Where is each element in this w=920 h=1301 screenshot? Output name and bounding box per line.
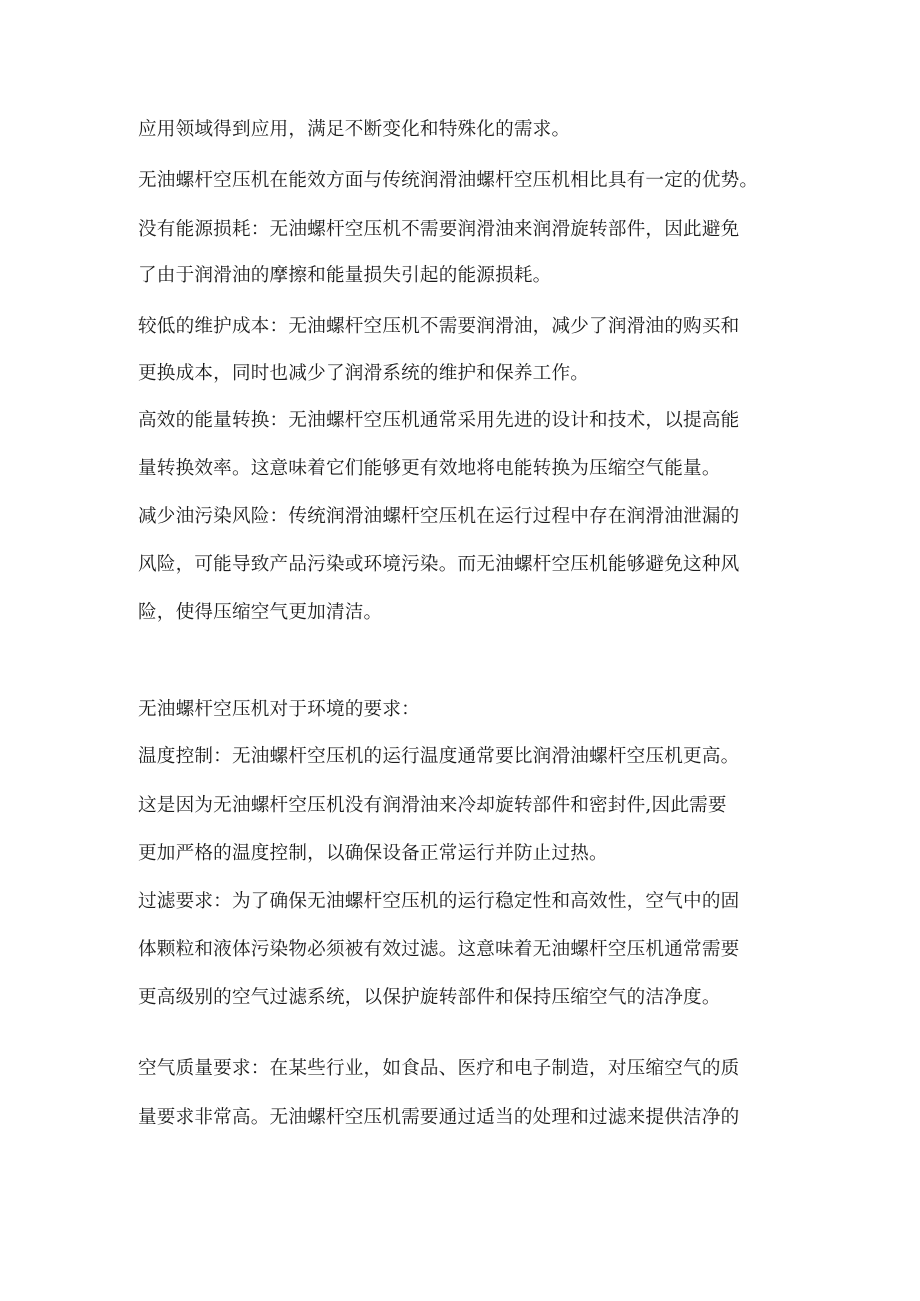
text-line: 风险，可能导致产品污染或环境污染。而无油螺杆空压机能够避免这种风	[138, 554, 740, 575]
text-line: 更换成本，同时也减少了润滑系统的维护和保养工作。	[138, 363, 590, 384]
text-line: 过滤要求：为了确保无油螺杆空压机的运行稳定性和高效性，空气中的固	[138, 891, 740, 912]
text-line: 体颗粒和液体污染物必须被有效过滤。这意味着无油螺杆空压机通常需要	[138, 939, 740, 960]
text-line: 量转换效率。这意味着它们能够更有效地将电能转换为压缩空气能量。	[138, 458, 721, 479]
text-line: 温度控制：无油螺杆空压机的运行温度通常要比润滑油螺杆空压机更高。	[138, 746, 740, 767]
text-line: 险，使得压缩空气更加清洁。	[138, 602, 383, 623]
text-line: 应用领域得到应用，满足不断变化和特殊化的需求。	[138, 119, 571, 140]
text-line: 这是因为无油螺杆空压机没有润滑油来冷却旋转部件和密封件,因此需要	[138, 795, 727, 816]
text-line: 空气质量要求：在某些行业，如食品、医疗和电子制造，对压缩空气的质	[138, 1058, 740, 1079]
text-line: 无油螺杆空压机在能效方面与传统润滑油螺杆空压机相比具有一定的优势。	[138, 170, 759, 191]
text-line: 没有能源损耗：无油螺杆空压机不需要润滑油来润滑旋转部件，因此避免	[138, 219, 740, 240]
text-line: 更高级别的空气过滤系统，以保护旋转部件和保持压缩空气的洁净度。	[138, 987, 721, 1008]
text-line: 较低的维护成本：无油螺杆空压机不需要润滑油，减少了润滑油的购买和	[138, 316, 740, 337]
text-line: 高效的能量转换：无油螺杆空压机通常采用先进的设计和技术，以提高能	[138, 410, 740, 431]
text-line: 更加严格的温度控制，以确保设备正常运行并防止过热。	[138, 843, 608, 864]
text-line: 减少油污染风险：传统润滑油螺杆空压机在运行过程中存在润滑油泄漏的	[138, 506, 740, 527]
text-line: 量要求非常高。无油螺杆空压机需要通过适当的处理和过滤来提供洁净的	[138, 1107, 740, 1128]
text-line: 了由于润滑油的摩擦和能量损失引起的能源损耗。	[138, 265, 552, 286]
section-heading: 无油螺杆空压机对于环境的要求：	[138, 699, 420, 720]
